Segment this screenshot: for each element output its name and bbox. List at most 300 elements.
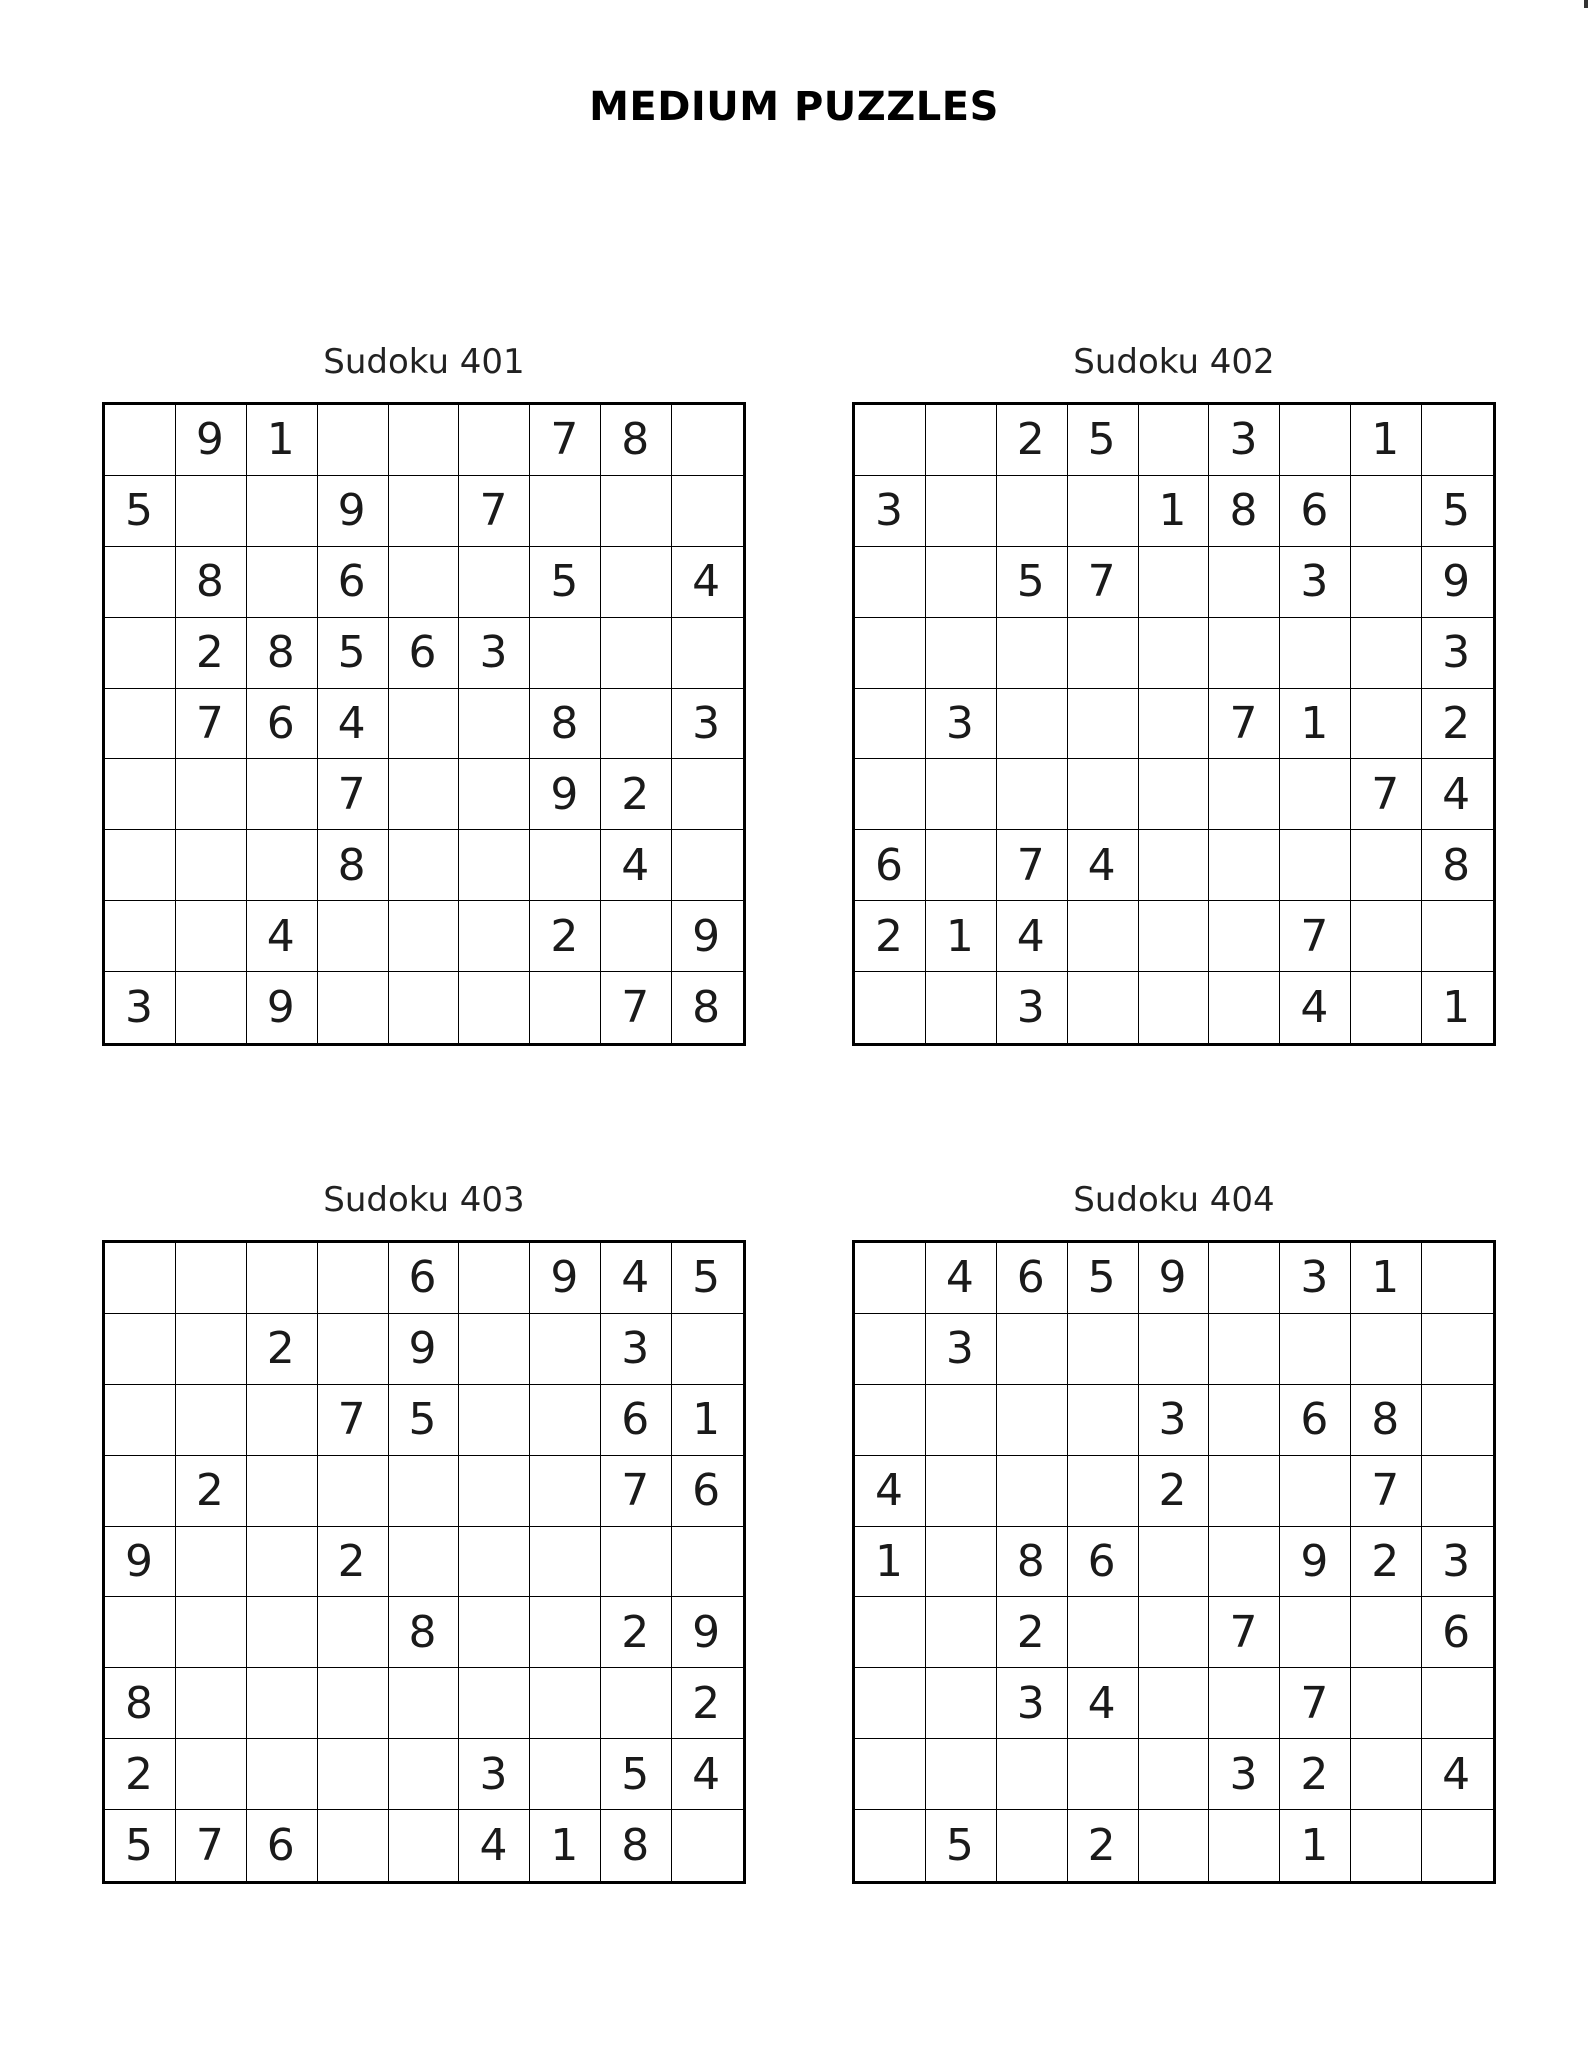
sudoku-cell <box>389 759 460 830</box>
sudoku-cell <box>672 618 743 689</box>
sudoku-cell <box>105 1385 176 1456</box>
sudoku-cell: 2 <box>176 618 247 689</box>
sudoku-cell <box>459 972 530 1043</box>
sudoku-cell <box>1209 759 1280 830</box>
sudoku-cell <box>459 405 530 476</box>
sudoku-cell <box>926 547 997 618</box>
sudoku-cell <box>318 1243 389 1314</box>
corner-mark <box>1584 0 1588 8</box>
sudoku-cell: 2 <box>247 1314 318 1385</box>
sudoku-cell <box>530 1314 601 1385</box>
sudoku-cell <box>1422 1810 1493 1881</box>
sudoku-cell: 4 <box>318 689 389 760</box>
sudoku-cell: 9 <box>1280 1527 1351 1598</box>
sudoku-cell <box>105 901 176 972</box>
sudoku-cell <box>1068 972 1139 1043</box>
sudoku-cell <box>530 830 601 901</box>
sudoku-cell <box>997 1385 1068 1456</box>
sudoku-cell <box>601 1527 672 1598</box>
sudoku-cell <box>530 618 601 689</box>
sudoku-cell <box>247 1243 318 1314</box>
sudoku-cell: 3 <box>997 972 1068 1043</box>
page-title: MEDIUM PUZZLES <box>589 84 999 130</box>
puzzle-title: Sudoku 403 <box>323 1180 525 1220</box>
sudoku-cell: 4 <box>1068 1668 1139 1739</box>
sudoku-cell: 7 <box>176 689 247 760</box>
sudoku-cell <box>530 1527 601 1598</box>
sudoku-cell <box>1139 1739 1210 1810</box>
sudoku-cell: 6 <box>601 1385 672 1456</box>
sudoku-cell <box>318 1668 389 1739</box>
sudoku-cell <box>601 618 672 689</box>
sudoku-cell <box>1209 1527 1280 1598</box>
sudoku-cell <box>459 1314 530 1385</box>
sudoku-cell <box>855 1385 926 1456</box>
sudoku-cell <box>389 1739 460 1810</box>
sudoku-cell <box>247 1668 318 1739</box>
sudoku-cell <box>1068 689 1139 760</box>
sudoku-cell <box>318 1456 389 1527</box>
sudoku-cell: 7 <box>176 1810 247 1881</box>
sudoku-cell <box>530 1597 601 1668</box>
sudoku-cell: 2 <box>672 1668 743 1739</box>
sudoku-cell: 2 <box>997 1597 1068 1668</box>
sudoku-cell: 2 <box>318 1527 389 1598</box>
sudoku-cell <box>459 1385 530 1456</box>
sudoku-cell: 2 <box>601 1597 672 1668</box>
sudoku-cell <box>855 405 926 476</box>
sudoku-cell <box>1422 1314 1493 1385</box>
sudoku-cell <box>459 759 530 830</box>
sudoku-cell <box>855 1243 926 1314</box>
puzzle-title: Sudoku 402 <box>1073 342 1275 382</box>
sudoku-cell <box>1209 901 1280 972</box>
sudoku-cell: 5 <box>105 476 176 547</box>
sudoku-cell <box>1068 1597 1139 1668</box>
sudoku-cell <box>105 759 176 830</box>
sudoku-cell: 7 <box>530 405 601 476</box>
sudoku-cell <box>926 830 997 901</box>
sudoku-cell <box>926 1456 997 1527</box>
sudoku-cell: 1 <box>672 1385 743 1456</box>
sudoku-cell: 9 <box>389 1314 460 1385</box>
sudoku-cell <box>318 901 389 972</box>
sudoku-cell: 1 <box>1280 689 1351 760</box>
sudoku-cell <box>1068 1739 1139 1810</box>
sudoku-cell: 3 <box>926 1314 997 1385</box>
sudoku-cell: 3 <box>459 1739 530 1810</box>
sudoku-cell <box>1068 1314 1139 1385</box>
sudoku-cell: 8 <box>389 1597 460 1668</box>
sudoku-cell <box>176 1243 247 1314</box>
sudoku-cell <box>1209 1243 1280 1314</box>
sudoku-cell <box>318 405 389 476</box>
sudoku-cell <box>1139 1314 1210 1385</box>
sudoku-cell <box>1351 1597 1422 1668</box>
sudoku-cell: 9 <box>672 1597 743 1668</box>
sudoku-cell <box>997 1314 1068 1385</box>
sudoku-cell <box>389 405 460 476</box>
sudoku-cell <box>1209 1314 1280 1385</box>
sudoku-cell <box>1422 405 1493 476</box>
sudoku-cell: 4 <box>997 901 1068 972</box>
sudoku-cell <box>459 1597 530 1668</box>
sudoku-cell <box>672 476 743 547</box>
sudoku-cell: 8 <box>176 547 247 618</box>
sudoku-cell <box>1280 1314 1351 1385</box>
sudoku-cell: 5 <box>1422 476 1493 547</box>
sudoku-cell: 3 <box>1422 1527 1493 1598</box>
sudoku-cell: 3 <box>926 689 997 760</box>
sudoku-cell: 8 <box>601 1810 672 1881</box>
sudoku-cell <box>926 1739 997 1810</box>
sudoku-cell <box>926 618 997 689</box>
sudoku-cell <box>672 830 743 901</box>
sudoku-cell: 4 <box>1280 972 1351 1043</box>
sudoku-cell <box>997 759 1068 830</box>
sudoku-cell <box>459 689 530 760</box>
sudoku-cell <box>926 1385 997 1456</box>
sudoku-cell <box>1139 972 1210 1043</box>
sudoku-cell <box>1209 618 1280 689</box>
sudoku-cell: 8 <box>247 618 318 689</box>
sudoku-cell: 7 <box>601 972 672 1043</box>
sudoku-cell <box>105 689 176 760</box>
sudoku-cell: 4 <box>601 830 672 901</box>
sudoku-cell <box>318 1810 389 1881</box>
sudoku-cell <box>1280 618 1351 689</box>
sudoku-cell <box>105 618 176 689</box>
sudoku-cell: 2 <box>1351 1527 1422 1598</box>
sudoku-grid <box>852 402 1496 1046</box>
sudoku-cell: 9 <box>530 1243 601 1314</box>
sudoku-cell <box>176 1385 247 1456</box>
sudoku-cell <box>459 830 530 901</box>
sudoku-cell <box>1280 405 1351 476</box>
sudoku-cell <box>601 476 672 547</box>
sudoku-cell: 8 <box>692 982 721 1034</box>
sudoku-cell: 5 <box>105 1810 176 1881</box>
sudoku-cell <box>389 972 460 1043</box>
sudoku-cell: 6 <box>389 1243 460 1314</box>
sudoku-cell: 3 <box>601 1314 672 1385</box>
sudoku-cell <box>1351 476 1422 547</box>
sudoku-cell <box>176 1527 247 1598</box>
sudoku-cell: 4 <box>459 1810 530 1881</box>
sudoku-cell <box>1209 830 1280 901</box>
sudoku-cell <box>855 1597 926 1668</box>
sudoku-cell: 3 <box>855 476 926 547</box>
sudoku-cell <box>247 830 318 901</box>
sudoku-cell: 3 <box>1209 405 1280 476</box>
sudoku-cell: 9 <box>176 405 247 476</box>
sudoku-cell <box>1351 1314 1422 1385</box>
sudoku-cell: 6 <box>1280 1385 1351 1456</box>
sudoku-cell <box>855 1810 926 1881</box>
sudoku-cell <box>318 1597 389 1668</box>
sudoku-cell <box>1068 759 1139 830</box>
sudoku-cell <box>601 689 672 760</box>
sudoku-cell <box>672 405 743 476</box>
sudoku-cell: 8 <box>601 405 672 476</box>
sudoku-cell: 3 <box>1280 1243 1351 1314</box>
sudoku-cell <box>1068 1456 1139 1527</box>
sudoku-cell: 4 <box>855 1456 926 1527</box>
sudoku-cell <box>855 1739 926 1810</box>
sudoku-cell: 4 <box>247 901 318 972</box>
sudoku-cell <box>247 547 318 618</box>
sudoku-cell: 7 <box>318 759 389 830</box>
sudoku-cell <box>1351 972 1422 1043</box>
sudoku-cell <box>459 1668 530 1739</box>
sudoku-cell <box>855 1314 926 1385</box>
sudoku-cell <box>105 405 176 476</box>
sudoku-cell <box>530 1668 601 1739</box>
sudoku-cell <box>1068 1385 1139 1456</box>
sudoku-cell <box>176 901 247 972</box>
sudoku-cell <box>1422 1456 1493 1527</box>
sudoku-cell <box>1139 1527 1210 1598</box>
sudoku-cell: 6 <box>997 1243 1068 1314</box>
sudoku-cell <box>1351 1668 1422 1739</box>
sudoku-cell <box>855 689 926 760</box>
sudoku-cell <box>105 547 176 618</box>
sudoku-cell <box>176 1314 247 1385</box>
sudoku-cell <box>672 1810 743 1881</box>
sudoku-cell <box>176 830 247 901</box>
sudoku-cell <box>1139 830 1210 901</box>
sudoku-cell <box>389 1527 460 1598</box>
sudoku-cell <box>530 1739 601 1810</box>
sudoku-cell <box>1139 689 1210 760</box>
sudoku-cell <box>1209 972 1280 1043</box>
sudoku-cell <box>530 476 601 547</box>
sudoku-cell: 3 <box>1422 618 1493 689</box>
sudoku-cell: 1 <box>247 405 318 476</box>
sudoku-cell <box>926 1597 997 1668</box>
sudoku-cell: 2 <box>1422 689 1493 760</box>
sudoku-cell: 8 <box>530 689 601 760</box>
sudoku-cell: 4 <box>926 1243 997 1314</box>
sudoku-cell <box>997 1810 1068 1881</box>
sudoku-cell: 2 <box>530 901 601 972</box>
sudoku-cell: 3 <box>1139 1385 1210 1456</box>
sudoku-cell <box>1422 1243 1493 1314</box>
sudoku-cell <box>105 830 176 901</box>
sudoku-cell <box>1139 759 1210 830</box>
sudoku-cell <box>176 1668 247 1739</box>
sudoku-cell: 5 <box>389 1385 460 1456</box>
sudoku-cell <box>1139 618 1210 689</box>
sudoku-cell <box>247 1597 318 1668</box>
sudoku-cell: 1 <box>530 1810 601 1881</box>
sudoku-cell: 9 <box>530 759 601 830</box>
sudoku-cell: 2 <box>997 405 1068 476</box>
sudoku-cell <box>247 1527 318 1598</box>
sudoku-cell: 9 <box>247 972 318 1043</box>
sudoku-cell: 6 <box>855 830 926 901</box>
sudoku-cell <box>1209 1456 1280 1527</box>
sudoku-cell <box>1209 547 1280 618</box>
sudoku-cell <box>926 1668 997 1739</box>
sudoku-cell <box>247 1456 318 1527</box>
sudoku-cell <box>176 972 247 1043</box>
sudoku-cell <box>1422 1668 1493 1739</box>
sudoku-cell: 3 <box>459 618 530 689</box>
puzzle-title: Sudoku 404 <box>1073 1180 1275 1220</box>
sudoku-cell <box>459 547 530 618</box>
sudoku-grid <box>852 1240 1496 1884</box>
sudoku-cell: 3 <box>105 972 176 1043</box>
sudoku-cell <box>1068 476 1139 547</box>
sudoku-cell: 9 <box>1139 1243 1210 1314</box>
sudoku-cell: 1 <box>1139 476 1210 547</box>
puzzle-title: Sudoku 401 <box>323 342 525 382</box>
sudoku-cell <box>997 1456 1068 1527</box>
sudoku-cell <box>1351 1739 1422 1810</box>
sudoku-cell: 5 <box>926 1810 997 1881</box>
sudoku-cell: 8 <box>318 830 389 901</box>
sudoku-cell: 4 <box>672 547 743 618</box>
sudoku-cell <box>855 1668 926 1739</box>
sudoku-cell <box>672 759 743 830</box>
sudoku-cell <box>1351 830 1422 901</box>
sudoku-grid <box>102 1240 746 1884</box>
sudoku-cell <box>1139 1597 1210 1668</box>
sudoku-cell: 8 <box>997 1527 1068 1598</box>
sudoku-cell <box>1280 830 1351 901</box>
sudoku-cell: 7 <box>1351 1456 1422 1527</box>
sudoku-cell: 7 <box>1280 1668 1351 1739</box>
sudoku-cell <box>997 689 1068 760</box>
sudoku-cell <box>997 618 1068 689</box>
sudoku-cell <box>459 901 530 972</box>
sudoku-cell <box>1351 689 1422 760</box>
sudoku-cell <box>389 689 460 760</box>
sudoku-cell: 8 <box>1422 830 1493 901</box>
sudoku-cell: 9 <box>318 476 389 547</box>
sudoku-cell <box>530 972 601 1043</box>
sudoku-cell: 5 <box>672 1243 743 1314</box>
sudoku-cell: 7 <box>601 1456 672 1527</box>
sudoku-cell: 4 <box>1068 830 1139 901</box>
sudoku-cell <box>176 759 247 830</box>
sudoku-grid <box>102 402 746 1046</box>
sudoku-cell <box>1280 759 1351 830</box>
sudoku-cell <box>530 1456 601 1527</box>
sudoku-cell <box>855 618 926 689</box>
sudoku-cell <box>1280 1597 1351 1668</box>
sudoku-cell <box>389 901 460 972</box>
sudoku-cell <box>1068 901 1139 972</box>
sudoku-cell <box>1139 1668 1210 1739</box>
sudoku-cell: 7 <box>1351 759 1422 830</box>
sudoku-cell <box>105 1314 176 1385</box>
sudoku-cell: 6 <box>1280 476 1351 547</box>
sudoku-cell: 7 <box>459 476 530 547</box>
sudoku-cell <box>1209 1385 1280 1456</box>
sudoku-cell: 6 <box>1068 1527 1139 1598</box>
sudoku-cell: 1 <box>1351 1243 1422 1314</box>
sudoku-cell: 2 <box>176 1456 247 1527</box>
sudoku-cell <box>926 405 997 476</box>
sudoku-cell: 1 <box>1280 1810 1351 1881</box>
sudoku-cell: 6 <box>672 1456 743 1527</box>
sudoku-cell <box>105 1597 176 1668</box>
sudoku-cell <box>389 476 460 547</box>
sudoku-cell: 3 <box>1209 1739 1280 1810</box>
sudoku-cell <box>855 547 926 618</box>
sudoku-cell: 2 <box>105 1739 176 1810</box>
sudoku-cell <box>1209 1668 1280 1739</box>
sudoku-cell <box>601 901 672 972</box>
sudoku-cell: 9 <box>1422 547 1493 618</box>
sudoku-cell <box>1139 901 1210 972</box>
sudoku-cell <box>1139 405 1210 476</box>
sudoku-cell: 5 <box>997 547 1068 618</box>
sudoku-cell: 6 <box>389 618 460 689</box>
sudoku-cell <box>926 1527 997 1598</box>
sudoku-cell: 4 <box>1422 759 1493 830</box>
sudoku-cell: 9 <box>105 1527 176 1598</box>
sudoku-cell <box>389 1456 460 1527</box>
sudoku-cell <box>855 972 926 1043</box>
sudoku-cell: 2 <box>1068 1810 1139 1881</box>
sudoku-cell <box>601 1668 672 1739</box>
sudoku-cell <box>105 1456 176 1527</box>
sudoku-cell: 1 <box>926 901 997 972</box>
sudoku-cell <box>176 1739 247 1810</box>
sudoku-cell <box>601 547 672 618</box>
sudoku-cell: 2 <box>1139 1456 1210 1527</box>
sudoku-cell: 6 <box>247 1810 318 1881</box>
sudoku-cell <box>926 476 997 547</box>
sudoku-cell: 7 <box>1209 1597 1280 1668</box>
sudoku-cell: 8 <box>1209 476 1280 547</box>
sudoku-cell <box>389 830 460 901</box>
sudoku-cell <box>318 1314 389 1385</box>
sudoku-cell <box>247 1385 318 1456</box>
sudoku-cell: 1 <box>1442 982 1471 1034</box>
sudoku-cell: 3 <box>997 1668 1068 1739</box>
sudoku-cell <box>389 547 460 618</box>
sudoku-cell <box>1351 1810 1422 1881</box>
sudoku-cell: 4 <box>1422 1739 1493 1810</box>
sudoku-cell: 4 <box>601 1243 672 1314</box>
sudoku-cell: 1 <box>855 1527 926 1598</box>
sudoku-cell: 9 <box>672 901 743 972</box>
sudoku-cell: 5 <box>318 618 389 689</box>
sudoku-cell: 6 <box>318 547 389 618</box>
sudoku-cell <box>672 1527 743 1598</box>
sudoku-cell: 2 <box>601 759 672 830</box>
sudoku-cell: 2 <box>1280 1739 1351 1810</box>
sudoku-cell <box>318 1739 389 1810</box>
sudoku-cell: 7 <box>1280 901 1351 972</box>
sudoku-cell: 7 <box>318 1385 389 1456</box>
sudoku-cell <box>247 476 318 547</box>
sudoku-cell <box>926 759 997 830</box>
sudoku-cell <box>247 1739 318 1810</box>
sudoku-cell: 5 <box>1068 1243 1139 1314</box>
sudoku-cell <box>389 1810 460 1881</box>
sudoku-cell <box>1351 901 1422 972</box>
sudoku-cell <box>1351 618 1422 689</box>
sudoku-cell <box>1068 618 1139 689</box>
sudoku-cell: 5 <box>1068 405 1139 476</box>
sudoku-cell <box>1351 547 1422 618</box>
sudoku-cell: 3 <box>1280 547 1351 618</box>
